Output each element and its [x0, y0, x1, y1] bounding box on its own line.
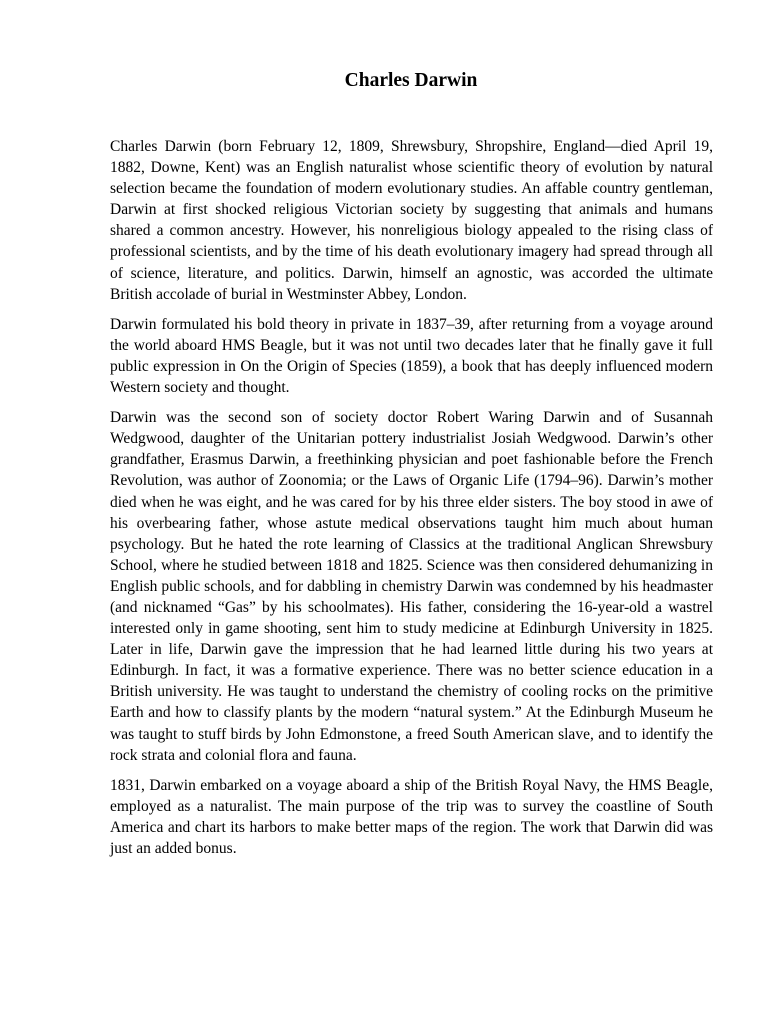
- paragraph-early-life: Darwin was the second son of society doctor Robert Waring Darwin and of Susannah Wedgwood, daughter of the Unitarian pottery industrialist Josiah Wedgwood. Darwin’s other grandfather, Erasmus Darwin, a freethinking physician and poet fashionable before the French Revolution, was author of Zoonomia; or the Laws of Organic Life (1794–96). Darwin’s mother died when he was eight, and he was cared for by his three elder sisters. The boy stood in awe of his overbearing father, whose astute medical observations taught him much about human psychology. But he hated the rote learning of Classics at the traditional Anglican Shrewsbury School, where he studied between 1818 and 1825. Science was then considered dehumanizing in English public schools, and for dabbling in chemistry Darwin was condemned by his headmaster (and nicknamed “Gas” by his schoolmates). His father, considering the 16-year-old a wastrel interested only in game shooting, sent him to study medicine at Edinburgh University in 1825. Later in life, Darwin gave the impression that he had learned little during his two years at Edinburgh. In fact, it was a formative experience. There was no better science education in a British university. He was taught to understand the chemistry of cooling rocks on the primitive Earth and how to classify plants by the modern “natural system.” At the Edinburgh Museum he was taught to stuff birds by John Edmonstone, a freed South American slave, and to identify the rock strata and colonial flora and fauna.: [110, 409, 713, 764]
- document-body: [110, 136, 713, 868]
- paragraph-intro: Charles Darwin (born February 12, 1809, Shrewsbury, Shropshire, England—died April 19, 1882, Downe, Kent) was an English naturalist whose scientific theory of evolution by natural selection became the foundation of modern evolutionary studies. An affable country gentleman, Darwin at first shocked religious Victorian society by suggesting that animals and humans shared a common ancestry. However, his nonreligious biology appealed to the rising class of professional scientists, and by the time of his death evolutionary imagery had spread through all of science, literature, and politics. Darwin, himself an agnostic, was accorded the ultimate British accolade of burial in Westminster Abbey, London.: [110, 138, 713, 303]
- page-title: Charles Darwin: [344, 70, 478, 91]
- paragraph-beagle-voyage: 1831, Darwin embarked on a voyage aboard a ship of the British Royal Navy, the HMS Beagle, employed as a naturalist. The main purpose of the trip was to survey the coastline of South America and chart its harbors to make better maps of the region. The work that Darwin did was just an added bonus.: [110, 776, 713, 857]
- paragraph-theory: Darwin formulated his bold theory in private in 1837–39, after returning from a voyage around the world aboard HMS Beagle, but it was not until two decades later that he finally gave it full public expression in On the Origin of Species (1859), a book that has deeply influenced modern Western society and thought.: [110, 315, 713, 397]
